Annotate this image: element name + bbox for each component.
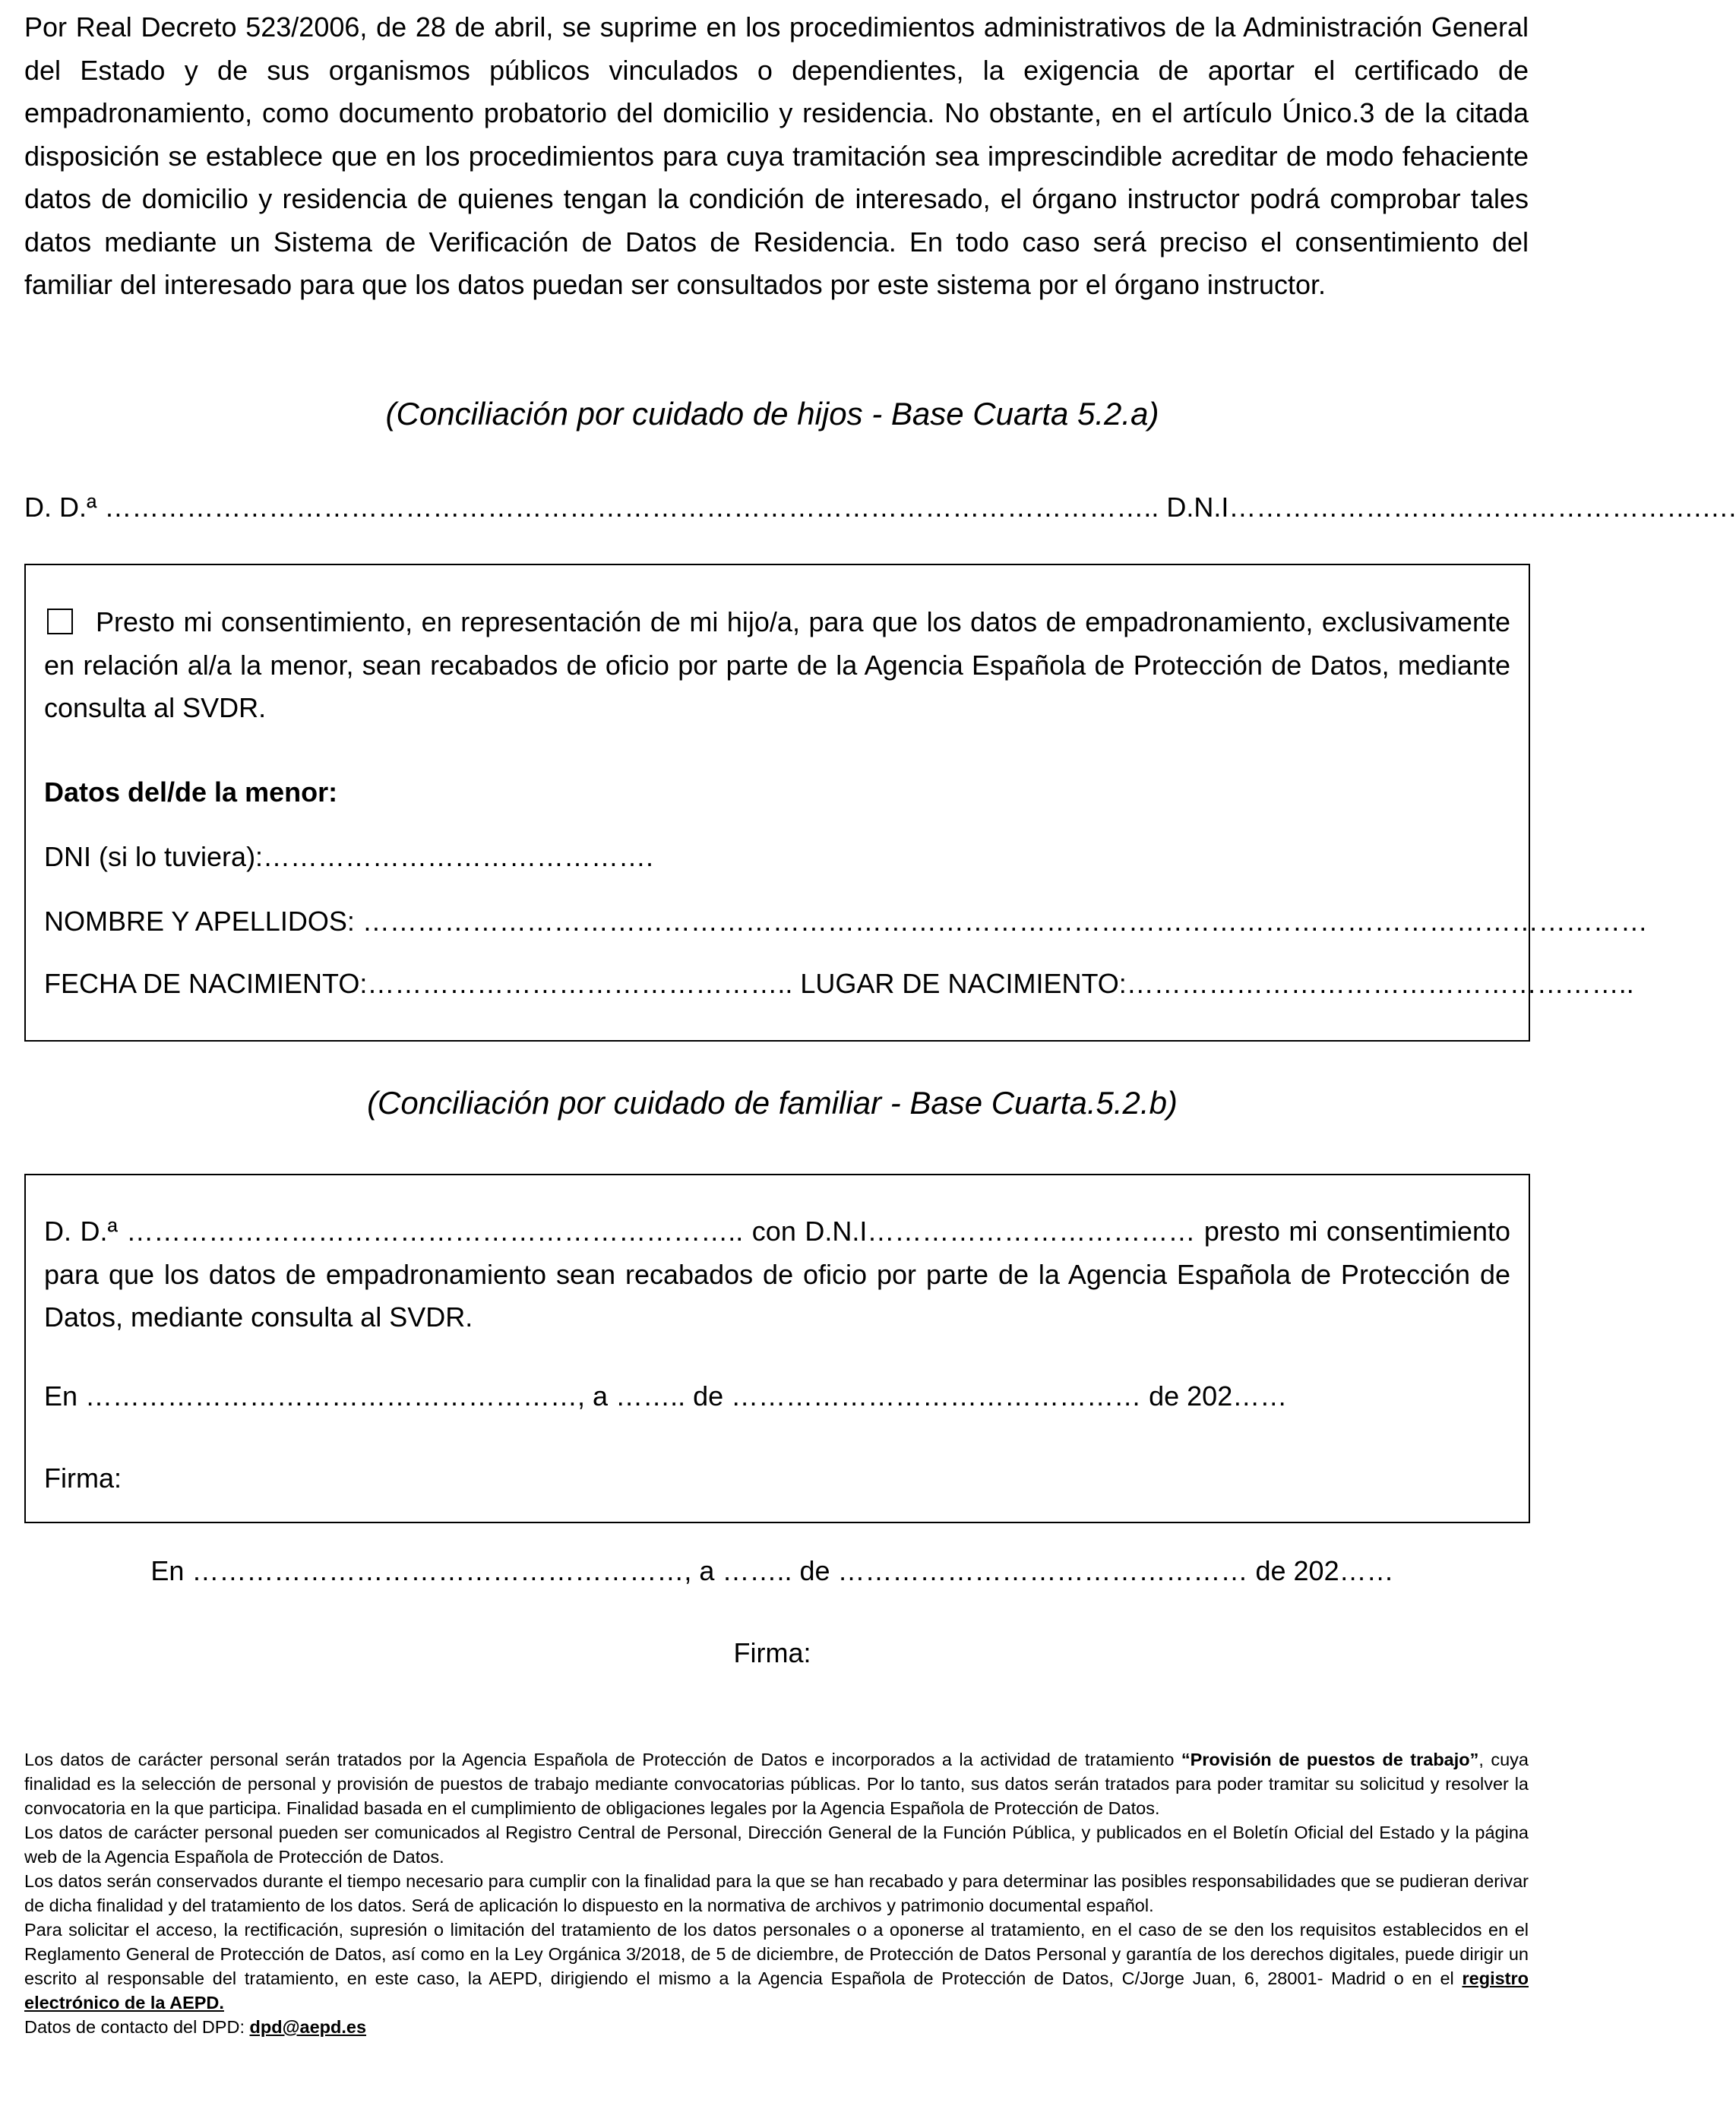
footer-p1-bold: “Provisión de puestos de trabajo”: [1181, 1750, 1479, 1769]
fecha-lugar-nacimiento-field[interactable]: FECHA DE NACIMIENTO:……………………………………….. LUGAR DE NACIMIENTO:………………………………………………..: [44, 968, 1634, 999]
consent-checkbox[interactable]: [47, 609, 73, 634]
dni-menor-field[interactable]: DNI (si lo tuviera):…………………………………….: [44, 841, 654, 872]
consent-hijos-text: Presto mi consentimiento, en representación de mi hijo/a, para que los datos de empadronamiento, exclusivamente en relación al/a la menor, sean recabados de oficio por parte de la Agencia Española de Protección de Datos, mediante consulta al SVDR.: [44, 606, 1510, 723]
dpd-email-link[interactable]: dpd@aepd.es: [249, 2017, 367, 2037]
registro-electronico-link[interactable]: registro electrónico de la AEPD.: [24, 1968, 1529, 2013]
footer-p1-text: Los datos de carácter personal serán tratados por la Agencia Española de Protección de Datos e incorporados a la actividad de tratamiento: [24, 1750, 1181, 1769]
box-hijos: [24, 564, 1648, 1042]
datos-menor-title: Datos del/de la menor:: [44, 776, 338, 808]
footer-p2: Los datos de carácter personal pueden ser comunicados al Registro Central de Personal, Dirección General de la Función Pública, y publicados en el Boletín Oficial del Estado y la página web de la Agencia Española de Protección de Datos.: [24, 1823, 1529, 1867]
footer-p4: [24, 1918, 1529, 2015]
footer-p1-text-b: , cuya finalidad es la selección de personal y provisión de puestos de trabajo mediante convocatorias públicas. Por lo tanto, sus datos serán tratados para poder tramitar su solicitud y resolver la convocatoria en la que participa. Finalidad basada en el cumplimiento de obligaciones legales por la Agencia Española de Protección de Datos.: [24, 1750, 1529, 1818]
intro-paragraph: Por Real Decreto 523/2006, de 28 de abril, se suprime en los procedimientos administrativos de la Administración General del Estado y de sus organismos públicos vinculados o dependientes, la exigencia de aportar el certificado de empadronamiento, como documento probatorio del domicilio y residencia. No obstante, en el artículo Único.3 de la citada disposición se establece que en los procedimientos para cuya tramitación sea imprescindible acreditar de modo fehaciente datos de domicilio y residencia de quienes tengan la condición de interesado, el órgano instructor podrá comprobar tales datos mediante un Sistema de Verificación de Datos de Residencia. En todo caso será preciso el consentimiento del familiar del interesado para que los datos puedan ser consultados por este sistema por el órgano instructor.: [24, 11, 1529, 300]
dd-line-hijos: D. D.ª …………………………………………………………………………………………………….. D.N.I…………………………………………….….: [24, 492, 1736, 523]
privacy-footer: [24, 1747, 1529, 2039]
firma-familiar: Firma:: [44, 1462, 122, 1494]
box-familiar: [24, 1174, 1530, 1523]
firma-signature: Firma:: [733, 1637, 811, 1668]
nombre-menor-field[interactable]: NOMBRE Y APELLIDOS: ……………………………………………………………………………………………………………………………: [44, 906, 1648, 937]
heading-familiar: (Conciliación por cuidado de familiar - Base Cuarta.5.2.b): [367, 1085, 1178, 1121]
dpd-label: Datos de contacto del DPD:: [24, 2017, 250, 2037]
footer-p5: [24, 2015, 1529, 2039]
footer-p4-text: Para solicitar el acceso, la rectificación, supresión o limitación del tratamiento de los datos personales o a oponerse al tratamiento, en el caso de se den los requisitos establecidos en el Reglamento General de Protección de Datos, así como en la Ley Orgánica 3/2018, de 5 de diciembre, de Protección de Datos Personal y garantía de los derechos digitales, puede dirigir un escrito al responsable del tratamiento, en este caso, la AEPD, dirigiendo el mismo a la Agencia Española de Protección de Datos, C/Jorge Juan, 6, 28001- Madrid o en el: [24, 1920, 1529, 1988]
consent-hijos: [44, 601, 1510, 730]
en-line-signature[interactable]: En ………………………………………………, a …….. de ……………………………………… de 202……: [150, 1555, 1394, 1586]
footer-p3: Los datos serán conservados durante el tiempo necesario para cumplir con la finalidad para la que se han recabado y para determinar las posibles responsabilidades que se pudieran derivar de dicha finalidad y del tratamiento de los datos. Será de aplicación lo dispuesto en la normativa de archivos y patrimonio documental español.: [24, 1871, 1529, 1915]
footer-p1: [24, 1747, 1529, 1820]
consent-familiar: D. D.ª ………………………………………………………….. con D.N.I……………………………… presto mi consentimiento para que los datos de empadronamiento sean recabados de oficio por parte de la Agencia Española de Protección de Datos, mediante consulta al SVDR.: [44, 1216, 1510, 1333]
heading-hijos: (Conciliación por cuidado de hijos - Base Cuarta 5.2.a): [385, 396, 1159, 432]
en-line-familiar[interactable]: En ………………………………………………, a …….. de ……………………………………… de 202……: [44, 1380, 1288, 1412]
